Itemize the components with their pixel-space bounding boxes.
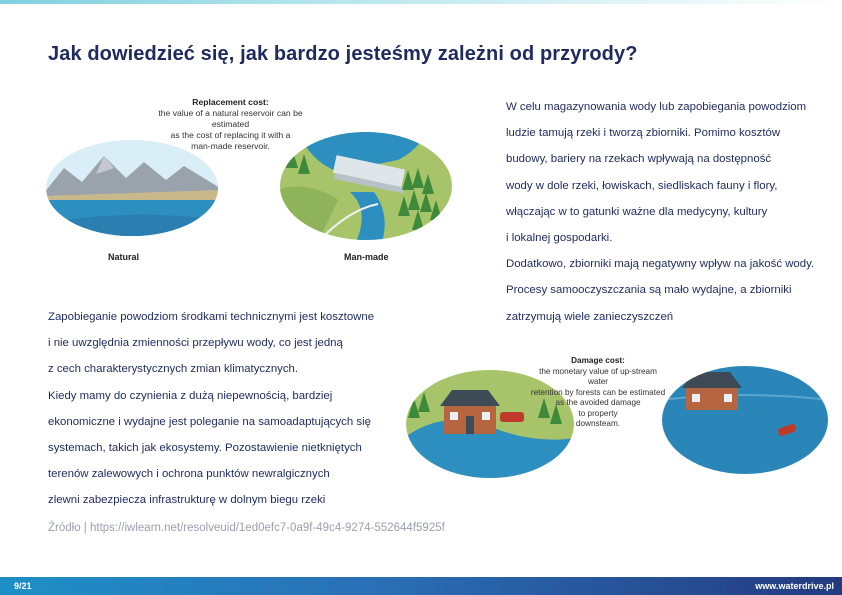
damage-cost-line: to property <box>578 408 618 418</box>
damage-cost-line: retention by forests can be estimated <box>530 387 666 397</box>
manmade-label: Man-made <box>344 252 389 262</box>
house-flooded-illustration <box>660 364 830 476</box>
replacement-cost-line: as the cost of replacing it with a <box>170 130 291 140</box>
right-paragraph-line: i lokalnej gospodarki. <box>506 232 613 245</box>
natural-label: Natural <box>108 252 140 262</box>
page-title: Jak dowiedzieć się, jak bardzo jesteśmy zależni od przyrody? <box>48 43 638 65</box>
website-link[interactable]: www.waterdrive.pl <box>755 581 834 591</box>
right-paragraph-line: W celu magazynowania wody lub zapobiegania powodziom <box>506 101 807 113</box>
damage-cost-caption <box>528 356 668 430</box>
left-paragraph-line: i nie uwzględnia zmienności przepływu wody, co jest jedną <box>48 337 343 350</box>
footer-bar <box>0 577 842 595</box>
replacement-cost-heading: Replacement cost: <box>192 97 269 107</box>
left-paragraph-line: zlewni zabezpiecza infrastrukturę w dolnym biegu rzeki <box>48 494 326 507</box>
page-number: 9/21 <box>14 581 32 591</box>
right-paragraph-line: zatrzymują wiele zanieczyszczeń <box>506 310 674 323</box>
replacement-cost-line: the value of a natural reservoir can be estimated <box>158 108 303 129</box>
left-paragraph-line: terenów zalewowych i ochrona punktów newralgicznych <box>48 468 330 481</box>
top-accent-bar <box>0 0 842 4</box>
left-paragraph-line: ekonomiczne i wydajne jest poleganie na samoadaptujących się <box>48 415 371 428</box>
source-link[interactable]: Źródło | https://iwlearn.net/resolveuid/1ed0efc7-0a9f-49c4-9274-552644f5925f <box>48 522 445 534</box>
right-paragraph-line: wody w dole rzeki, łowiskach, siedliskach fauny i flory, <box>506 179 778 192</box>
left-paragraph-line: systemach, takich jak ekosystemy. Pozostawienie nietkniętych <box>48 442 362 455</box>
damage-cost-heading: Damage cost: <box>571 356 625 365</box>
damage-cost-line: downsteam. <box>575 419 621 428</box>
replacement-cost-caption <box>148 97 313 152</box>
natural-reservoir-illustration <box>44 138 220 238</box>
replacement-cost-line: man-made reservoir. <box>191 141 270 151</box>
damage-cost-line: as the avoided damage <box>555 398 641 407</box>
left-paragraph-line: Zapobieganie powodziom środkami technicznymi jest kosztowne <box>48 311 375 323</box>
right-paragraph-line: ludzie tamują rzeki i tworzą zbiorniki. Pomimo kosztów <box>506 127 781 140</box>
left-paragraph <box>48 304 374 514</box>
left-paragraph-line: Kiedy mamy do czynienia z dużą niepewnością, bardziej <box>48 389 333 402</box>
right-paragraph-line: budowy, bariery na rzekach wpływają na dostępność <box>506 153 772 166</box>
right-paragraph-line: włączając w to gatunki ważne dla medycyny, kultury <box>506 205 768 218</box>
right-paragraph <box>506 94 814 330</box>
left-paragraph-line: z cech charakterystycznych zmian klimatycznych. <box>48 363 299 376</box>
right-paragraph-line: Dodatkowo, zbiorniki mają negatywny wpływ na jakość wody. <box>506 258 815 271</box>
right-paragraph-line: Procesy samooczyszczania są mało wydajne, a zbiorniki <box>506 284 792 297</box>
damage-cost-line: the monetary value of up-stream water <box>539 366 657 386</box>
